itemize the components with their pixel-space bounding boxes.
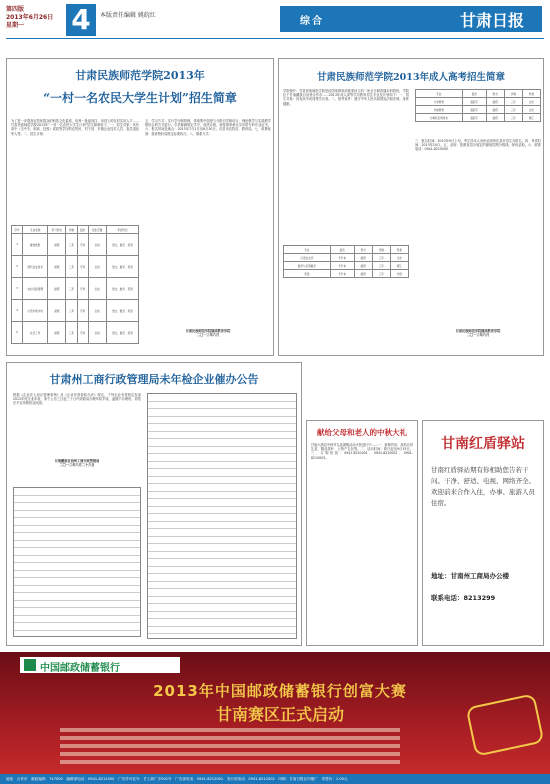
page-footer: 地址：合作市 邮政编码：747000 编辑部电话：0941-8212000 广告许可证号：甘工商广字001号 广告部电话：0941-8212001 发行部电话：0941-8212002 印刷：甘南日报社印刷厂 零售价：1.00元	[0, 774, 550, 784]
article1-table	[11, 225, 139, 344]
article2-signature: 甘肃民族师范学院继续教育学院 二〇一三年六月	[455, 329, 501, 338]
table-row: 5 社会工作 函授 三年 专科 全省 语文、数学、英语	[12, 322, 139, 344]
article5-phone: 联系电话：8213299	[431, 594, 496, 602]
table-row: 学前教育 高起专 函授 三年 文史	[416, 106, 541, 114]
article2-table-right	[415, 89, 541, 122]
table-row: 数学与应用数学 专升本 函授 三年 理工	[284, 262, 409, 270]
article4-body: 甘南大酒店中秋节礼品团购活动火热进行中……一、套餐内容：高档月饼礼盒、精品茶叶、土特产礼包等。二、活动时间：即日起至9月15日。三、订购热线：0941-8210001、0941-8210002、0941-8210003。	[311, 443, 413, 460]
article1-title-line1: 甘肃民族师范学院2013年	[75, 69, 205, 82]
newspaper-logo: 甘肃日报	[460, 11, 525, 30]
table-row: 2 现代农业技术 函授 三年 专科 全省 语文、数学、英语	[12, 256, 139, 278]
article5-body: 甘南红盾驿站期有你相助您告若干问。干净、舒适、电视、网络齐全。欢迎前来合作入住，办事、旅游人员住宿。	[431, 466, 535, 507]
article1-body-col2: 五、学习方式：实行学分制管理，采取集中面授与分散自学相结合、理论教学与实践教学相结合的方式进行。学员修满规定学分，成绩合格，颁发国家承认学历的专科毕业证书。六、报名时间及地点：2013年7月1日至8月30日，各县市农牧局、教育局。七、收费标准：按省物价局核定标准执行。八、联系方式：	[145, 119, 271, 136]
table-row: 计算机应用技术 高起专 函授 三年 理工	[416, 114, 541, 122]
article-mid-autumn-gift	[306, 420, 418, 646]
table-header-row: 序号 专业名称 学习形式 学制 层次 招生范围 考试科目	[12, 226, 139, 234]
table-row: 4 小型水利水电 函授 三年 专科 全省 语文、数学、英语	[12, 300, 139, 322]
table-row: 汉语言文学 专升本 函授 三年 文史	[284, 254, 409, 262]
header-date-block	[6, 6, 62, 30]
table-row: 英语 专升本 函授 三年 外语	[284, 270, 409, 278]
banner-headline: 2013年中国邮政储蓄银行创富大赛	[153, 682, 407, 700]
table-header-row: 专业 层次 形式 学制 科类	[416, 90, 541, 98]
issue-date: 2013年6月26日	[6, 14, 54, 21]
article1-signature: 甘肃民族师范学院继续教育学院 二〇一三年六月	[185, 329, 231, 338]
table-header-row: 专业 层次 形式 学制 科类	[284, 246, 409, 254]
article1-title-line2: “一村一名农民大学生计划”招生简章	[43, 91, 237, 105]
issue-weekday: 星期一	[6, 22, 25, 29]
bank-name: 中国邮政储蓄银行	[40, 663, 120, 674]
editor-credit: 本版责任编辑 姚皖红	[100, 12, 156, 19]
article-red-shield-inn	[422, 420, 544, 646]
article-adult-exam	[278, 58, 544, 356]
article2-title: 甘肃民族师范学院2013年成人高考招生简章	[317, 72, 505, 83]
article-recruitment-village	[6, 58, 274, 356]
article3-body: 根据《企业法人登记管理条例》及《企业年度检验办法》规定，下列企业未按规定参加2012年度企业年检，请于公告之日起三十日内到我局办理年检手续，逾期不办理的，将依法予以吊销营业执照。	[13, 393, 141, 406]
article3-company-table-left	[13, 487, 141, 637]
banner-details	[60, 724, 400, 768]
header-rule	[6, 38, 544, 39]
section-name: 综合	[300, 16, 324, 27]
article3-title: 甘肃州工商行政管理局未年检企业催办公告	[49, 373, 259, 386]
page-number: 4	[66, 4, 96, 36]
article4-title: 献给父母和老人的中秋大礼	[317, 428, 407, 437]
table-row: 3 农村行政管理 函授 三年 专科 全省 语文、数学、英语	[12, 278, 139, 300]
article2-body-col1: 学院简介：甘肃民族师范学院是经国家教育部批准设立的一所全日制普通本科院校，学院位于甘南藏族自治州合作市……2013年成人高等学历教育招生专业及计划如下：一、招生对象：具有高中或同等学历者。二、报考条件：遵守中华人民共和国宪法和法律，身体健康。	[283, 89, 409, 106]
article1-body-col1: 为了进一步提高农牧民群众的科技文化素质，培养一批留得住、用得上的农村实用人才……甘肃民族师范学院2013年“一村一名农民大学生计划”招生简章如下。一、招生对象：具有高中（含中专、职高、技校）或同等学历的农牧民、村干部、乡镇企业技术人员、复员退伍军人等。二、招生计划：	[11, 119, 139, 136]
article5-title: 甘南红盾驿站	[441, 436, 525, 452]
article5-address: 地址：甘南州工商局办公楼	[431, 572, 509, 580]
article3-company-table-right	[147, 393, 297, 639]
table-row: 1 畜牧兽医 函授 三年 专科 全省 语文、数学、英语	[12, 234, 139, 256]
table-row: 小学教育 高起专 函授 三年 文史	[416, 98, 541, 106]
article3-signature: 甘南藏族自治州工商行政管理局 二〇一三年六月二十六日	[54, 459, 100, 468]
page-header	[0, 0, 550, 40]
banner-subheadline: 甘南赛区正式启动	[215, 705, 344, 724]
bank-logo-icon	[24, 659, 36, 671]
article-business-notice	[6, 362, 302, 646]
section-label: 第四版	[6, 6, 25, 13]
article2-body-col2: 三、报名时间：2013年9月上旬，考生持本人身份证到所在县市招生办报名。四、考试时间：2013年10月。五、录取：按照省招办划定的最低控制分数线，择优录取。六、联系电话：0941-8210000	[415, 139, 541, 152]
article2-table-left	[283, 245, 409, 278]
